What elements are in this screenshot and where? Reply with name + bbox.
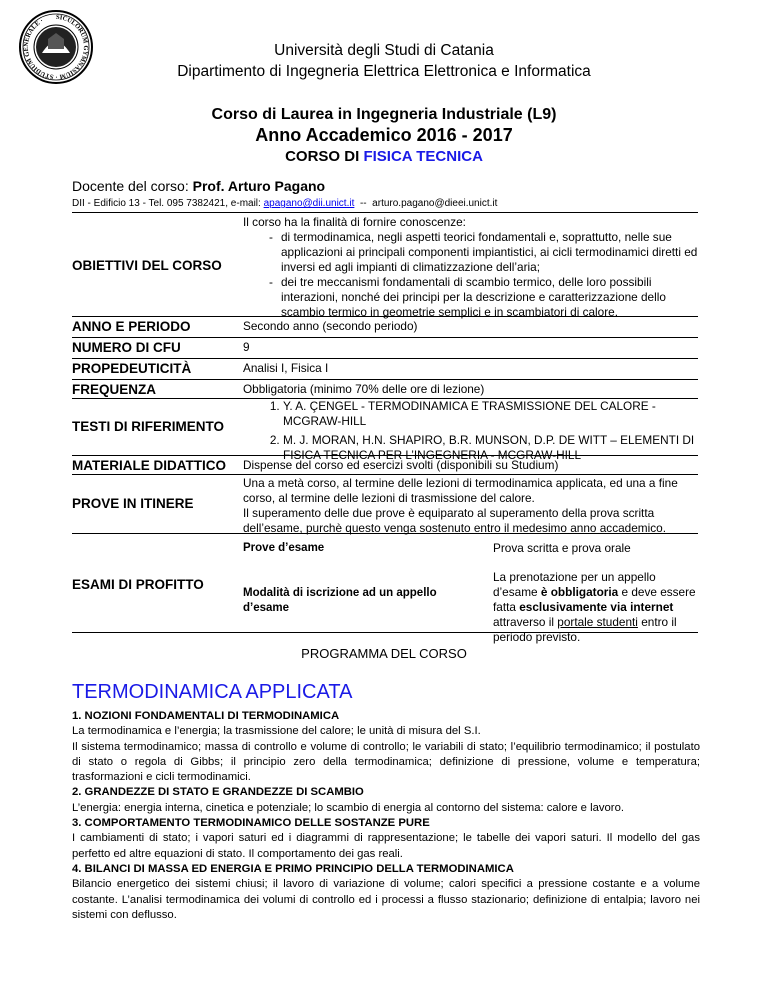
student-portal-link[interactable]: portale studenti [557, 615, 638, 629]
divider [72, 337, 698, 338]
tests-paragraph: Il superamento delle due prove è equiparato al superamento della prova scritta dell’esame, purchè questo venga sostenuto entro il medesimo anno accademico. [243, 506, 666, 535]
prereq-value: Analisi I, Fisica I [243, 361, 329, 375]
chapter-text: Bilancio energetico dei sistemi chiusi; il lavoro di variazione di volume; calori specifici a pressione costante e a volume costante. L’analisi termodinamica dei volumi di controllo ed i processi a flusso stazionario; definizione di entalpia; lavoro nei sistemi con deflusso. [72, 878, 700, 921]
chapter-title: 3. COMPORTAMENTO TERMODINAMICO DELLE SOSTANZE PURE [72, 817, 430, 830]
academic-year: Anno Accademico 2016 - 2017 [255, 125, 513, 145]
course-title-prefix: CORSO DI [285, 148, 360, 165]
teacher-line [72, 178, 325, 194]
texts-value [243, 399, 698, 463]
chapter-text: La termodinamica e l’energia; la trasmissione del calore; le unità di misura del S.I. [72, 725, 481, 738]
divider [72, 632, 698, 633]
texts-item: 2. M. J. MORAN, H.N. SHAPIRO, B.R. MUNSON, D.P. DE WITT – ELEMENTI DI FISICA TECNICA PER L’INGEGNERIA - MCGRAW-HILL [283, 433, 698, 463]
divider [72, 474, 698, 475]
period-value: Secondo anno (secondo periodo) [243, 319, 418, 333]
cfu-label: NUMERO DI CFU [72, 340, 181, 355]
frequency-label: FREQUENZA [72, 382, 156, 397]
program-body [72, 709, 700, 923]
texts-label: TESTI DI RIFERIMENTO [72, 419, 225, 434]
chapter-text: Il sistema termodinamico; massa di controllo e volume di controllo; le variabili di stato; l’equilibrio termodinamico; il postulato di stato o regola di Gibbs; il principio zero della termodinamica; definizione di pressione, volume e temperatura; trasformazioni e cicli termodinamici. [72, 740, 700, 784]
reg-text: La prenotazione per un appello d’esame [493, 570, 656, 599]
divider [72, 316, 698, 317]
objectives-item: - dei tre meccanismi fondamentali di scambio termico, delle loro possibili interazioni, nonché dei principi per la descrizione e caratterizzazione dello scambio termico in geometrie semplici e in scambiatori di calore. [281, 275, 698, 320]
email-separator: -- [359, 198, 367, 209]
chapter-title: 2. GRANDEZZE DI STATO E GRANDEZZE DI SCAMBIO [72, 786, 364, 799]
divider [72, 455, 698, 456]
reg-text: attraverso il [493, 615, 554, 629]
cfu-value: 9 [243, 340, 250, 354]
degree-title: Corso di Laurea in Ingegneria Industriale (L9) [211, 106, 557, 123]
chapter-text: L’energia: energia interna, cinetica e potenziale; lo scambio di energia al contorno del sistema: calore e lavoro. [72, 801, 624, 814]
contact-prefix: DII - Edificio 13 - Tel. 095 7382421, e-mail: [72, 198, 261, 209]
program-heading: PROGRAMMA DEL CORSO [301, 646, 467, 661]
divider [72, 212, 698, 213]
exams-type-label: Prove d’esame [243, 542, 325, 554]
reg-text: entro il periodo previsto. [493, 615, 677, 644]
tests-paragraph: Una a metà corso, al termine delle lezioni di termodinamica applicata, ed una a fine corso, al termine delle lezioni di trasmissione del calore. [243, 476, 678, 505]
university-name: Università degli Studi di Catania [274, 42, 494, 59]
teacher-name: Prof. Arturo Pagano [192, 178, 326, 194]
objectives-intro: Il corso ha la finalità di fornire conoscenze: [243, 215, 466, 229]
reg-text: e deve essere fatta [493, 585, 696, 614]
email-link-primary[interactable]: apagano@dii.unict.it [263, 198, 355, 209]
chapter-title: 4. BILANCI DI MASSA ED ENERGIA E PRIMO PRINCIPIO DELLA TERMODINAMICA [72, 862, 514, 875]
objectives-item: - di termodinamica, negli aspetti teorici fondamentali e, soprattutto, nelle sue applicazioni ai principali componenti impiantistici, ai cicli termodinamici diretti ed inversi ed agli impianti di climatizzazione dell’aria; [281, 230, 698, 275]
reg-text-bold: esclusivamente via internet [519, 600, 674, 614]
course-name: FISICA TECNICA [363, 148, 483, 165]
reg-text-bold: è obbligatoria [540, 585, 619, 599]
exams-type-value: Prova scritta e prova orale [493, 541, 631, 555]
prereq-label: PROPEDEUTICITÀ [72, 361, 192, 376]
svg-text:SICULORUM GYMNASIUM · STUDIUM: SICULORUM GYMNASIUM · STUDIUM GENERALE · [22, 13, 90, 81]
department-name: Dipartimento di Ingegneria Elettrica Elettronica e Informatica [177, 63, 591, 80]
divider [72, 533, 698, 534]
texts-item: 1. Y. A. ÇENGEL - TERMODINAMICA E TRASMISSIONE DEL CALORE - MCGRAW-HILL [283, 399, 698, 429]
exams-registration-label: Modalità di iscrizione ad un appello d’esame [243, 587, 437, 614]
divider [72, 379, 698, 380]
chapter-text: I cambiamenti di stato; i vapori saturi ed i diagrammi di rappresentazione; le tabelle dei vapori saturi. Il modello del gas perfetto ed altre equazioni di stato. Il comportamento dei gas reali. [72, 832, 700, 860]
section-title: TERMODINAMICA APPLICATA [72, 681, 353, 703]
period-label: ANNO E PERIODO [72, 319, 191, 334]
exams-label: ESAMI DI PROFITTO [72, 577, 204, 592]
teacher-label: Docente del corso: [72, 178, 189, 194]
tests-label: PROVE IN ITINERE [72, 496, 194, 511]
teacher-contact [72, 198, 497, 209]
objectives-label: OBIETTIVI DEL CORSO [72, 258, 222, 273]
course-title [0, 148, 768, 165]
exams-registration-value [493, 570, 698, 645]
material-value: Dispense del corso ed esercizi svolti (disponibili su Studium) [243, 458, 559, 472]
material-label: MATERIALE DIDATTICO [72, 458, 226, 473]
chapter-title: 1. NOZIONI FONDAMENTALI DI TERMODINAMICA [72, 710, 340, 722]
divider [72, 358, 698, 359]
frequency-value: Obbligatoria (minimo 70% delle ore di lezione) [243, 382, 485, 396]
tests-value [243, 476, 698, 536]
email-secondary: arturo.pagano@dieei.unict.it [372, 198, 498, 209]
objectives-value [243, 215, 698, 320]
